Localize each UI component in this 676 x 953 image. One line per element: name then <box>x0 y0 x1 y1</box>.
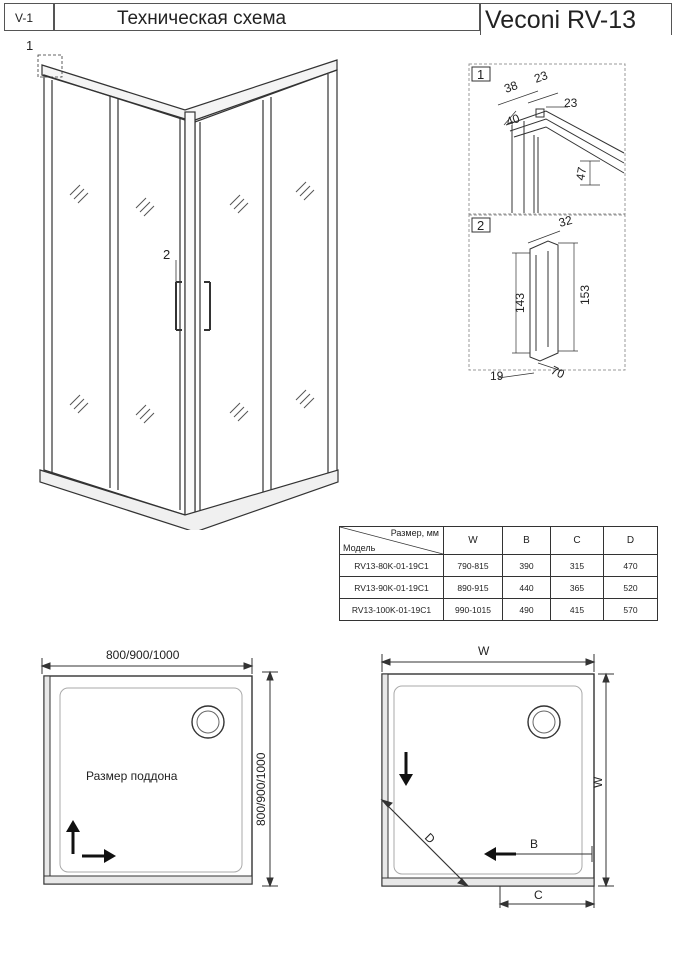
cabin-b-dim: B <box>530 837 539 851</box>
cabin-depth-dim: W <box>591 776 605 788</box>
spec-col-w: W <box>444 527 503 555</box>
spec-cell-b: 390 <box>503 555 551 577</box>
plan-tray-drawing <box>30 640 280 900</box>
cabin-isometric-drawing <box>0 30 350 530</box>
table-row <box>340 599 658 621</box>
detail-2-dim-153: 153 <box>578 284 592 305</box>
detail-2-dim-143: 143 <box>513 292 527 313</box>
detail-1-dim-40: 40 <box>504 111 522 129</box>
right-panel <box>195 70 337 525</box>
spec-table <box>339 526 658 621</box>
spec-col-b: B <box>503 527 551 555</box>
detail-2-drawing <box>468 213 628 388</box>
sheet-code: V-1 <box>15 11 34 25</box>
cabin-diagonal-dim: D <box>421 830 438 847</box>
detail-1-dim-23a: 23 <box>532 68 550 86</box>
detail-1-dim-23b: 23 <box>564 96 578 110</box>
spec-col-d: D <box>604 527 658 555</box>
tray-width-dim: 800/900/1000 <box>106 648 180 662</box>
header-sheet-code-box <box>4 3 54 31</box>
spec-cell-model: RV13-80K-01-19C1 <box>340 555 444 577</box>
spec-table-header-row <box>340 527 658 555</box>
handle-right <box>204 282 210 330</box>
spec-cell-model: RV13-100K-01-19C1 <box>340 599 444 621</box>
detail-1-dim-47: 47 <box>573 165 590 182</box>
table-row <box>340 577 658 599</box>
spec-cell-w: 990-1015 <box>444 599 503 621</box>
cabin-width-dim: W <box>478 644 490 658</box>
spec-cell-b: 440 <box>503 577 551 599</box>
left-panel <box>44 75 185 515</box>
detail-2-dim-19: 19 <box>490 369 504 383</box>
spec-header-model: Модель <box>343 543 376 553</box>
callout-1-label: 1 <box>26 38 34 53</box>
detail-2-tag: 2 <box>477 218 485 233</box>
spec-cell-c: 365 <box>551 577 604 599</box>
page-title: Техническая схема <box>117 8 287 29</box>
spec-col-c: C <box>551 527 604 555</box>
spec-cell-d: 470 <box>604 555 658 577</box>
spec-cell-c: 415 <box>551 599 604 621</box>
spec-cell-b: 490 <box>503 599 551 621</box>
spec-header-size: Размер, мм <box>390 528 439 538</box>
detail-1-tag: 1 <box>477 67 485 82</box>
tray-depth-dim: 800/900/1000 <box>254 752 268 826</box>
spec-cell-d: 520 <box>604 577 658 599</box>
header-product-box <box>480 3 672 35</box>
header-title-box <box>54 3 480 31</box>
spec-cell-w: 790-815 <box>444 555 503 577</box>
spec-cell-w: 890-915 <box>444 577 503 599</box>
product-name: Veconi RV-13 <box>485 6 637 34</box>
corner-post <box>185 112 195 522</box>
detail-1-drawing <box>468 63 628 218</box>
spec-cell-d: 570 <box>604 599 658 621</box>
spec-cell-c: 315 <box>551 555 604 577</box>
detail-1-dim-38: 38 <box>502 78 520 96</box>
callout-2-label: 2 <box>163 247 171 262</box>
cabin-c-dim: C <box>534 888 543 902</box>
spec-cell-model: RV13-90K-01-19C1 <box>340 577 444 599</box>
tray-size-label: Размер поддона <box>86 769 178 783</box>
detail-2-dim-32: 32 <box>557 213 574 230</box>
plan-cabin-drawing <box>370 640 620 910</box>
table-row <box>340 555 658 577</box>
spec-table-corner-cell <box>340 527 444 555</box>
detail-2-dim-70: 70 <box>548 363 567 382</box>
handle-left <box>176 282 182 330</box>
